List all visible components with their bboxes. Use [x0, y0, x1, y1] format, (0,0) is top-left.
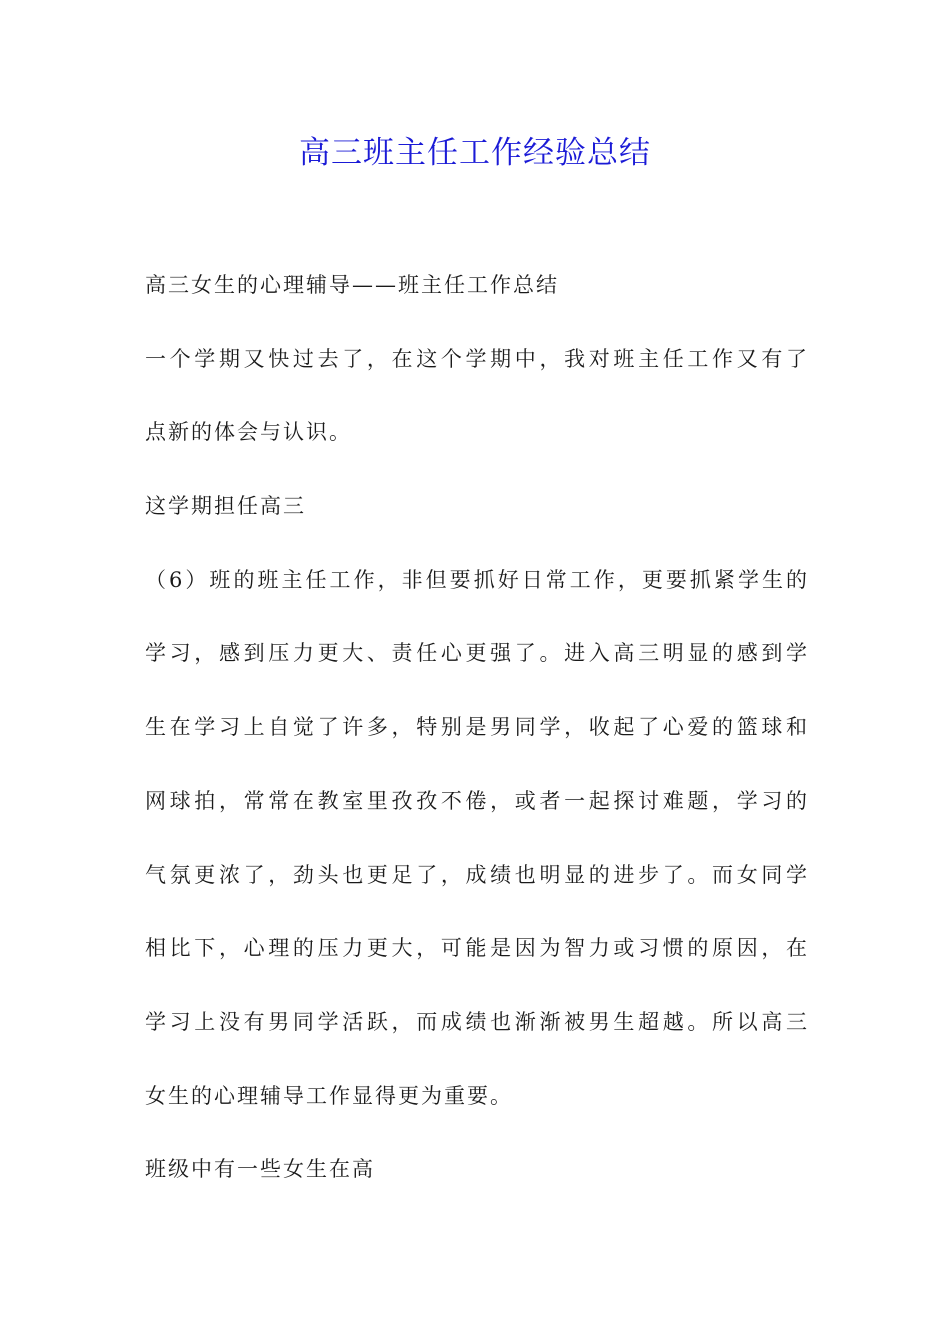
text-line: 这学期担任高三	[145, 494, 306, 519]
text-line: 班级中有一些女生在高	[145, 1157, 375, 1182]
text-line: 相比下，心理的压力更大，可能是因为智力或习惯的原因，在	[145, 936, 807, 961]
text-line: 高三女生的心理辅导——班主任工作总结	[145, 273, 559, 297]
text-line: 学习，感到压力更大、责任心更强了。进入高三明显的感到学	[145, 641, 807, 666]
text-line: 女生的心理辅导工作显得更为重要。	[145, 1083, 513, 1108]
text-line: （6）班的班主任工作，非但要抓好日常工作，更要抓紧学生的	[145, 567, 807, 592]
text-line: 点新的体会与认识。	[145, 420, 352, 445]
text-line: 学习上没有男同学活跃，而成绩也渐渐被男生超越。所以高三	[145, 1009, 807, 1034]
document-body	[145, 261, 807, 1219]
text-line: 气氛更浓了，劲头也更足了，成绩也明显的进步了。而女同学	[145, 862, 807, 887]
text-line: 网球拍，常常在教室里孜孜不倦，或者一起探讨难题，学习的	[145, 788, 807, 813]
text-line: 一个学期又快过去了，在这个学期中，我对班主任工作又有了	[145, 346, 807, 371]
document-title: 高三班主任工作经验总结	[299, 135, 651, 171]
text-line: 生在学习上自觉了许多，特别是男同学，收起了心爱的篮球和	[145, 715, 807, 740]
